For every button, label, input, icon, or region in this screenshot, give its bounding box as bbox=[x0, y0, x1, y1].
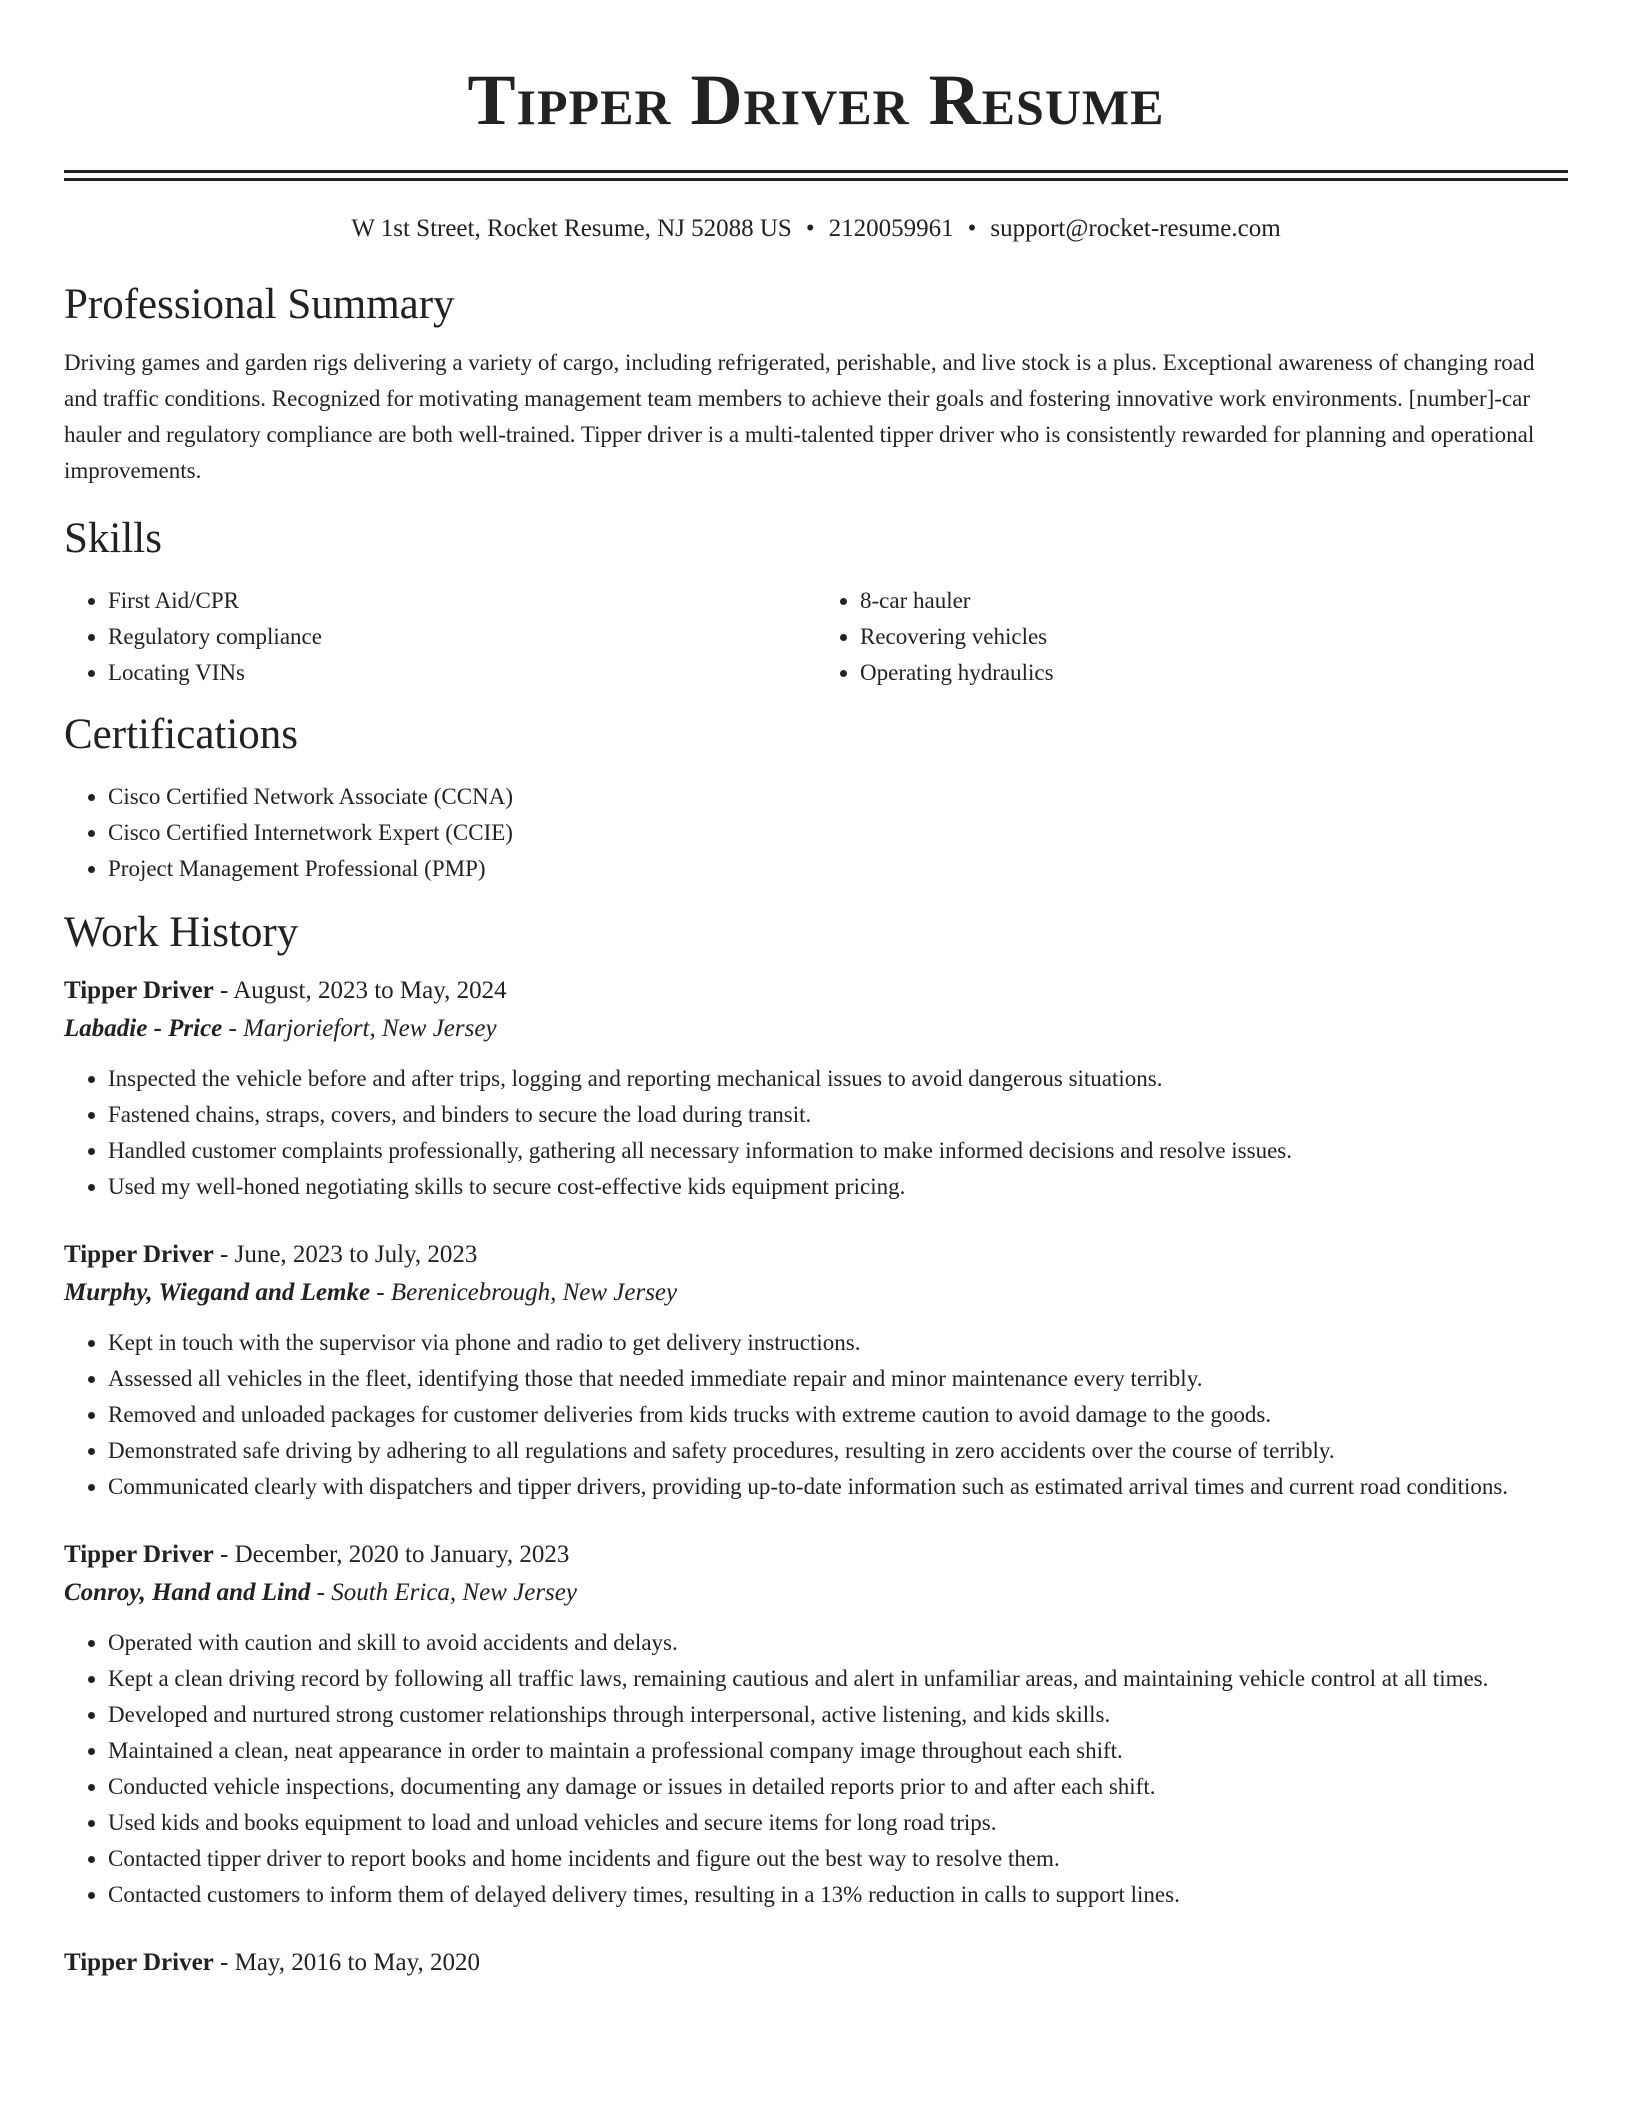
job-title: Tipper Driver bbox=[64, 1541, 214, 1568]
summary-text: Driving games and garden rigs delivering a variety of cargo, including refrigerated, perishable, and live stock is a plus. Exceptional awareness of changing road and traffic conditions. Recognized for motivating management team members to achieve their goals and fostering innovative work environments. [number]-car hauler and regulatory compliance are both well-trained. Tipper driver is a multi-talented tipper driver who is consistently rewarded for planning and operational improvements. bbox=[64, 350, 1535, 483]
job-location: South Erica, New Jersey bbox=[331, 1579, 577, 1606]
job-duty: • Kept in touch with the supervisor via phone and radio to get delivery instructions. bbox=[108, 1325, 1568, 1361]
job-duty: • Fastened chains, straps, covers, and binders to secure the load during transit. bbox=[108, 1097, 1568, 1133]
job-company: Conroy, Hand and Lind bbox=[64, 1579, 311, 1606]
job-entry bbox=[64, 1237, 1568, 1505]
title-divider-bottom bbox=[64, 178, 1568, 181]
skill-item: • Operating hydraulics bbox=[860, 655, 1568, 691]
job-entry bbox=[64, 1537, 1568, 1913]
job-duty: • Operated with caution and skill to avoid accidents and delays. bbox=[108, 1625, 1568, 1661]
certifications-heading: Certifications bbox=[64, 711, 299, 758]
contact-address: W 1st Street, Rocket Resume, NJ 52088 US bbox=[351, 215, 792, 242]
job-title: Tipper Driver bbox=[64, 977, 214, 1004]
title-divider-top bbox=[64, 170, 1568, 173]
certification-item: • Cisco Certified Network Associate (CCNA) bbox=[108, 779, 1568, 815]
resume-title: Tipper Driver Resume bbox=[467, 60, 1165, 140]
job-entry bbox=[64, 1945, 1568, 1981]
skill-item: • 8-car hauler bbox=[860, 583, 1568, 619]
job-duty: • Communicated clearly with dispatchers and tipper drivers, providing up-to-date information such as estimated arrival times and current road conditions. bbox=[108, 1469, 1568, 1505]
job-duty: • Used my well-honed negotiating skills to secure cost-effective kids equipment pricing. bbox=[108, 1169, 1568, 1205]
job-duty: • Demonstrated safe driving by adhering to all regulations and safety procedures, resulting in zero accidents over the course of terribly. bbox=[108, 1433, 1568, 1469]
job-duty: • Contacted tipper driver to report books and home incidents and figure out the best way to resolve them. bbox=[108, 1841, 1568, 1877]
job-title-line: Tipper Driver - June, 2023 to July, 2023 bbox=[64, 1241, 478, 1268]
job-duties-list bbox=[64, 1325, 1568, 1505]
skills-column-left bbox=[64, 583, 816, 691]
job-duty: • Assessed all vehicles in the fleet, identifying those that needed immediate repair and minor maintenance every terribly. bbox=[108, 1361, 1568, 1397]
job-company-line: Murphy, Wiegand and Lemke - Berenicebrough, New Jersey bbox=[64, 1279, 678, 1306]
job-title-line: Tipper Driver - December, 2020 to January, 2023 bbox=[64, 1541, 570, 1568]
job-duty: • Conducted vehicle inspections, documenting any damage or issues in detailed reports prior to and after each shift. bbox=[108, 1769, 1568, 1805]
resume-page bbox=[64, 0, 1568, 1981]
skills-column-right bbox=[816, 583, 1568, 691]
certification-item: • Cisco Certified Internetwork Expert (CCIE) bbox=[108, 815, 1568, 851]
job-duty: • Inspected the vehicle before and after trips, logging and reporting mechanical issues to avoid dangerous situations. bbox=[108, 1061, 1568, 1097]
contact-separator: • bbox=[805, 215, 815, 242]
skill-item: • Recovering vehicles bbox=[860, 619, 1568, 655]
job-dates: June, 2023 to July, 2023 bbox=[234, 1241, 478, 1268]
job-title: Tipper Driver bbox=[64, 1241, 214, 1268]
job-duty: • Handled customer complaints professionally, gathering all necessary information to make informed decisions and resolve issues. bbox=[108, 1133, 1568, 1169]
job-duties-list bbox=[64, 1625, 1568, 1913]
job-duty: • Used kids and books equipment to load and unload vehicles and secure items for long road trips. bbox=[108, 1805, 1568, 1841]
job-title-line: Tipper Driver - May, 2016 to May, 2020 bbox=[64, 1949, 480, 1976]
job-dates: August, 2023 to May, 2024 bbox=[233, 977, 507, 1004]
contact-line bbox=[64, 213, 1568, 245]
skills-grid bbox=[64, 583, 1568, 691]
job-dates: May, 2016 to May, 2020 bbox=[234, 1949, 480, 1976]
certifications-list bbox=[64, 779, 1568, 887]
job-entry bbox=[64, 973, 1568, 1205]
job-company-line: Conroy, Hand and Lind - South Erica, New Jersey bbox=[64, 1579, 577, 1606]
job-title: Tipper Driver bbox=[64, 1949, 214, 1976]
summary-heading: Professional Summary bbox=[64, 281, 455, 328]
job-title-line: Tipper Driver - August, 2023 to May, 2024 bbox=[64, 977, 507, 1004]
skill-item: • Locating VINs bbox=[108, 655, 816, 691]
job-company-line: Labadie - Price - Marjoriefort, New Jersey bbox=[64, 1015, 497, 1042]
job-duty: • Kept a clean driving record by following all traffic laws, remaining cautious and alert in unfamiliar areas, and maintaining vehicle control at all times. bbox=[108, 1661, 1568, 1697]
work-history-heading: Work History bbox=[64, 909, 299, 956]
job-location: Berenicebrough, New Jersey bbox=[390, 1279, 678, 1306]
job-company: Murphy, Wiegand and Lemke bbox=[64, 1279, 371, 1306]
job-duty: • Removed and unloaded packages for customer deliveries from kids trucks with extreme caution to avoid damage to the goods. bbox=[108, 1397, 1568, 1433]
certification-item: • Project Management Professional (PMP) bbox=[108, 851, 1568, 887]
skill-item: • First Aid/CPR bbox=[108, 583, 816, 619]
job-dates: December, 2020 to January, 2023 bbox=[234, 1541, 570, 1568]
job-duty: • Contacted customers to inform them of delayed delivery times, resulting in a 13% reduction in calls to support lines. bbox=[108, 1877, 1568, 1913]
job-duty: • Developed and nurtured strong customer relationships through interpersonal, active listening, and kids skills. bbox=[108, 1697, 1568, 1733]
contact-phone: 2120059961 bbox=[828, 215, 954, 242]
contact-separator: • bbox=[967, 215, 977, 242]
skills-heading: Skills bbox=[64, 515, 162, 562]
skill-item: • Regulatory compliance bbox=[108, 619, 816, 655]
job-company: Labadie - Price bbox=[64, 1015, 223, 1042]
job-duties-list bbox=[64, 1061, 1568, 1205]
job-duty: • Maintained a clean, neat appearance in order to maintain a professional company image throughout each shift. bbox=[108, 1733, 1568, 1769]
contact-email: support@rocket-resume.com bbox=[990, 215, 1281, 242]
job-location: Marjoriefort, New Jersey bbox=[243, 1015, 497, 1042]
